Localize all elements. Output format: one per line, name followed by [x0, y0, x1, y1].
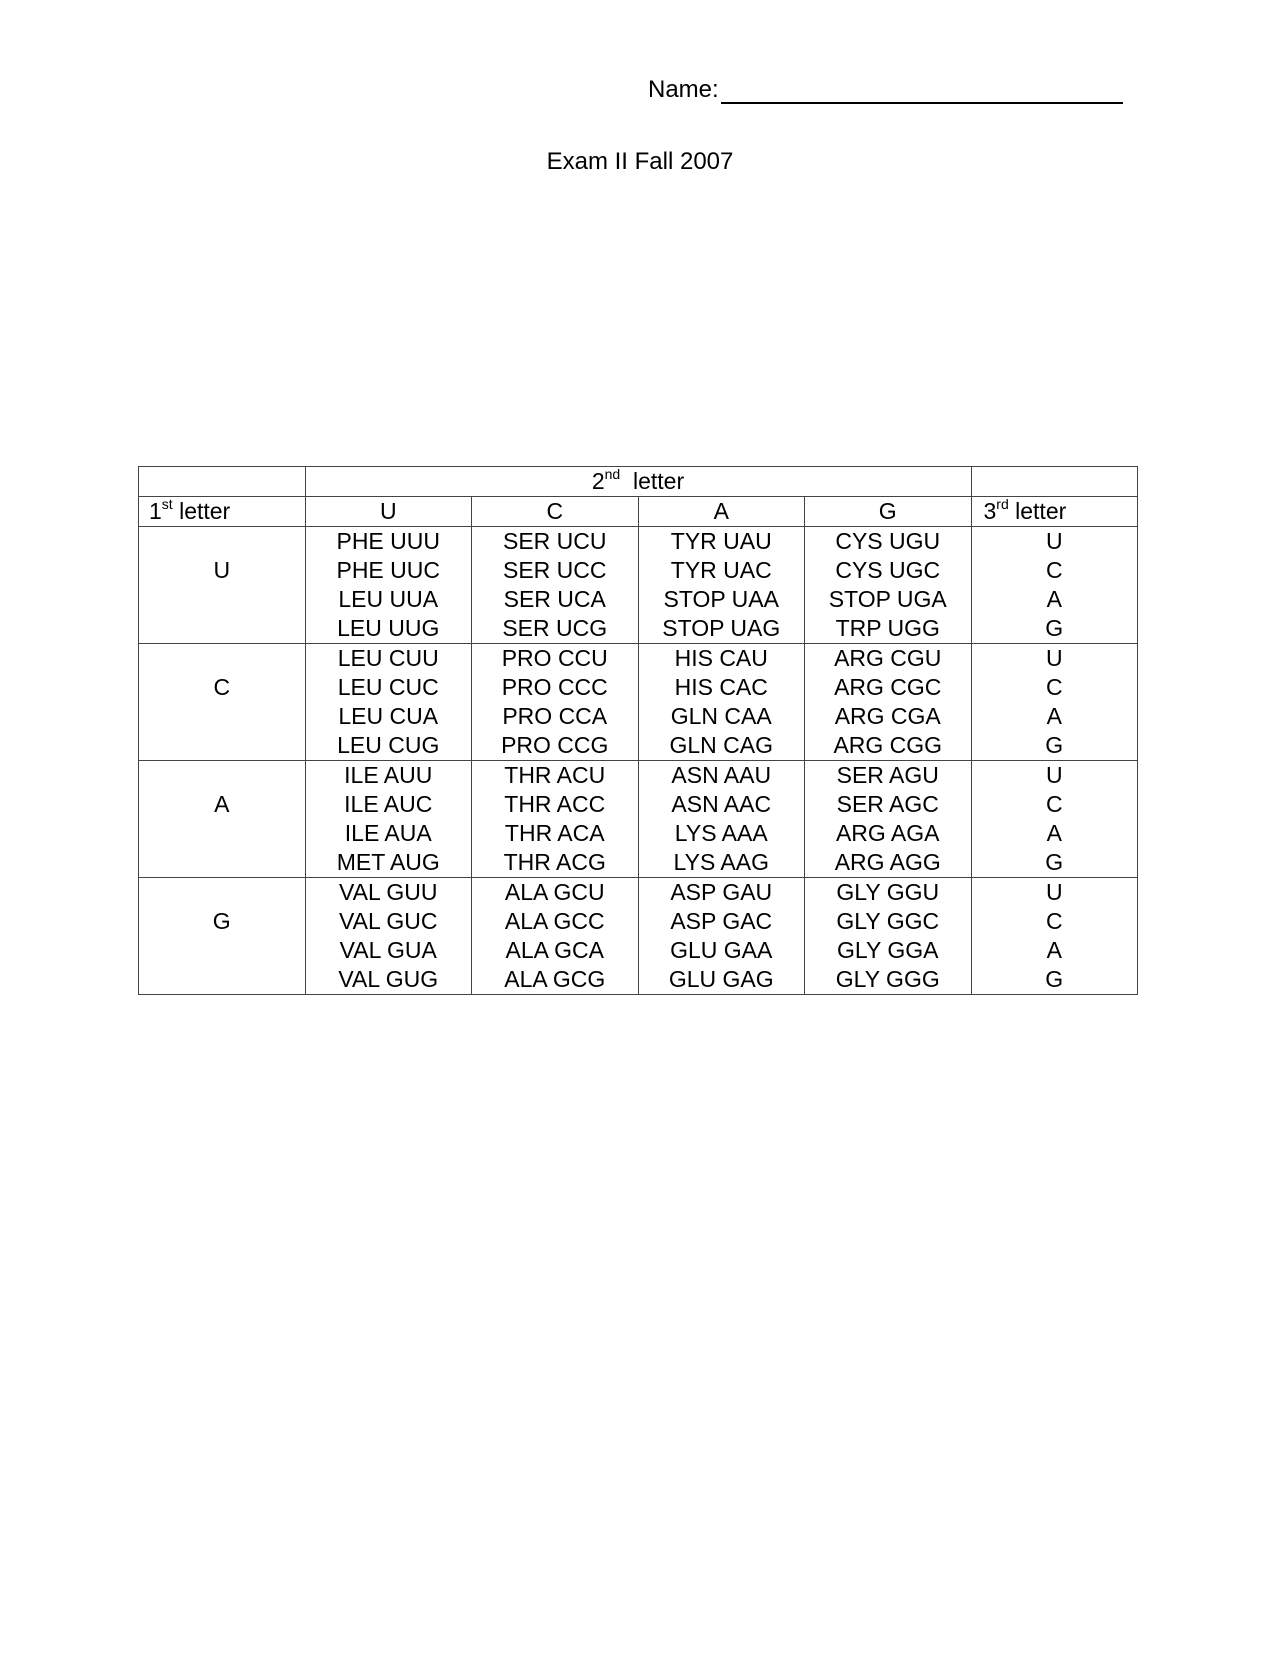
codon-entry: ASP GAU	[670, 879, 773, 905]
codon-entry: VAL GUC	[339, 908, 438, 934]
name-label: Name:	[648, 76, 719, 103]
codon-entry: ASP GAC	[670, 908, 773, 934]
codon-cell-c	[472, 878, 639, 995]
codon-entry: ILE AUU	[344, 762, 433, 788]
codon-entry: SER AGC	[836, 791, 939, 817]
codon-cell-u	[305, 761, 472, 878]
third-letter-value: U	[1045, 879, 1063, 905]
codon-entry: ASN AAU	[671, 762, 772, 788]
empty-header-cell	[971, 467, 1138, 497]
third-letter-value: A	[1046, 703, 1062, 729]
col-header-u: U	[305, 497, 472, 527]
third-letter-value: C	[1045, 791, 1063, 817]
codon-entry: PRO CCA	[502, 703, 608, 729]
codon-entry: VAL GUG	[338, 966, 439, 992]
codon-entry: GLY GGG	[835, 966, 940, 992]
codon-entry: SER AGU	[836, 762, 939, 788]
codon-entry: LEU UUA	[338, 586, 439, 612]
codon-entry: ILE AUC	[344, 791, 433, 817]
exam-title-text: Exam II Fall 2007	[546, 148, 734, 175]
codon-entry: LEU CUG	[337, 732, 440, 758]
codon-entry: STOP UAA	[663, 586, 779, 612]
third-letter-cell	[971, 761, 1138, 878]
codon-entry: SER UCU	[502, 528, 607, 554]
third-letter-value: C	[1045, 557, 1063, 583]
first-letter-value: A	[214, 791, 230, 817]
codon-cell-u	[305, 878, 472, 995]
col-header-a: A	[638, 497, 805, 527]
codon-entry: SER UCG	[502, 615, 608, 641]
first-letter-cell	[139, 527, 306, 644]
codon-entry: HIS CAU	[674, 645, 768, 671]
spacer	[139, 644, 305, 673]
codon-entry: ALA GCC	[504, 908, 605, 934]
codon-entry: ARG CGA	[834, 703, 941, 729]
third-letter-cell	[971, 644, 1138, 761]
third-letter-header: 3rd letter	[971, 497, 1138, 527]
third-letter-value: A	[1046, 820, 1062, 846]
codon-entry: LEU UUG	[337, 615, 440, 641]
codon-entry: ASN AAC	[671, 791, 772, 817]
col-header-c: C	[472, 497, 639, 527]
first-letter-cell	[139, 878, 306, 995]
third-letter-value: G	[1045, 615, 1064, 641]
codon-entry: GLU GAG	[668, 966, 774, 992]
codon-entry: CYS UGC	[835, 557, 941, 583]
codon-entry: SER UCA	[503, 586, 606, 612]
empty-header-cell	[139, 467, 306, 497]
codon-row	[139, 527, 1138, 644]
codon-entry: ARG CGU	[834, 645, 942, 671]
codon-entry: THR ACG	[503, 849, 606, 875]
codon-cell-g	[805, 761, 972, 878]
third-letter-value: G	[1045, 849, 1064, 875]
codon-entry: ILE AUA	[344, 820, 432, 846]
codon-entry: GLY GGA	[837, 937, 939, 963]
col-header-g: G	[805, 497, 972, 527]
codon-entry: ALA GCA	[505, 937, 604, 963]
codon-entry: ARG CGG	[833, 732, 943, 758]
third-letter-value: G	[1045, 732, 1064, 758]
codon-entry: PHE UUC	[336, 557, 440, 583]
codon-entry: GLY GGU	[836, 879, 940, 905]
codon-entry: TYR UAU	[670, 528, 772, 554]
codon-row	[139, 761, 1138, 878]
codon-cell-a	[638, 644, 805, 761]
codon-entry: GLU GAA	[670, 937, 773, 963]
third-letter-value: U	[1045, 762, 1063, 788]
name-field	[648, 72, 1123, 104]
codon-entry: MET AUG	[336, 849, 440, 875]
third-letter-cell	[971, 878, 1138, 995]
codon-entry: ARG AGG	[834, 849, 941, 875]
second-letter-header-row	[139, 467, 1138, 497]
third-letter-value: C	[1045, 674, 1063, 700]
codon-entry: GLY GGC	[836, 908, 940, 934]
codon-cell-u	[305, 644, 472, 761]
spacer	[139, 761, 305, 790]
codon-entry: GLN CAG	[669, 732, 774, 758]
codon-entry: GLN CAA	[670, 703, 772, 729]
codon-cell-a	[638, 878, 805, 995]
codon-cell-g	[805, 644, 972, 761]
third-letter-value: G	[1045, 966, 1064, 992]
first-letter-cell	[139, 761, 306, 878]
codon-entry: LYS AAA	[674, 820, 768, 846]
exam-title	[0, 148, 1280, 176]
codon-entry: PRO CCG	[501, 732, 609, 758]
codon-cell-a	[638, 761, 805, 878]
codon-entry: THR ACC	[504, 791, 606, 817]
second-letter-header: 2nd letter	[305, 467, 971, 497]
codon-cell-c	[472, 527, 639, 644]
third-letter-cell	[971, 527, 1138, 644]
codon-entry: STOP UGA	[828, 586, 947, 612]
column-header-row	[139, 497, 1138, 527]
codon-table	[138, 466, 1138, 995]
codon-entry: LEU CUA	[338, 703, 439, 729]
first-letter-value: C	[213, 674, 231, 700]
codon-cell-u	[305, 527, 472, 644]
third-letter-value: A	[1046, 937, 1062, 963]
codon-entry: SER UCC	[502, 557, 607, 583]
codon-row	[139, 878, 1138, 995]
codon-entry: PRO CCC	[501, 674, 608, 700]
third-letter-value: C	[1045, 908, 1063, 934]
codon-entry: VAL GUA	[339, 937, 437, 963]
codon-cell-g	[805, 527, 972, 644]
codon-entry: PHE UUU	[336, 528, 440, 554]
first-letter-value: G	[212, 908, 231, 934]
spacer	[139, 878, 305, 907]
spacer	[139, 527, 305, 556]
codon-entry: LEU CUC	[337, 674, 439, 700]
codon-entry: ALA GCG	[504, 966, 606, 992]
first-letter-value: U	[213, 557, 231, 583]
codon-entry: LEU CUU	[337, 645, 439, 671]
codon-cell-a	[638, 527, 805, 644]
name-blank-line[interactable]	[721, 72, 1123, 104]
codon-entry: ALA GCU	[504, 879, 605, 905]
first-letter-header: 1st letter	[139, 497, 306, 527]
first-letter-cell	[139, 644, 306, 761]
codon-entry: HIS CAC	[674, 674, 768, 700]
codon-entry: ARG CGC	[834, 674, 942, 700]
codon-entry: THR ACA	[504, 820, 605, 846]
codon-entry: CYS UGU	[835, 528, 941, 554]
codon-entry: LYS AAG	[673, 849, 769, 875]
third-letter-value: U	[1045, 528, 1063, 554]
codon-cell-c	[472, 644, 639, 761]
codon-entry: THR ACU	[504, 762, 606, 788]
third-letter-value: A	[1046, 586, 1062, 612]
codon-entry: VAL GUU	[339, 879, 438, 905]
codon-row	[139, 644, 1138, 761]
codon-cell-c	[472, 761, 639, 878]
codon-entry: TYR UAC	[670, 557, 772, 583]
codon-entry: ARG AGA	[835, 820, 940, 846]
codon-entry: STOP UAG	[662, 615, 781, 641]
codon-entry: TRP UGG	[835, 615, 940, 641]
third-letter-value: U	[1045, 645, 1063, 671]
codon-cell-g	[805, 878, 972, 995]
codon-entry: PRO CCU	[501, 645, 608, 671]
